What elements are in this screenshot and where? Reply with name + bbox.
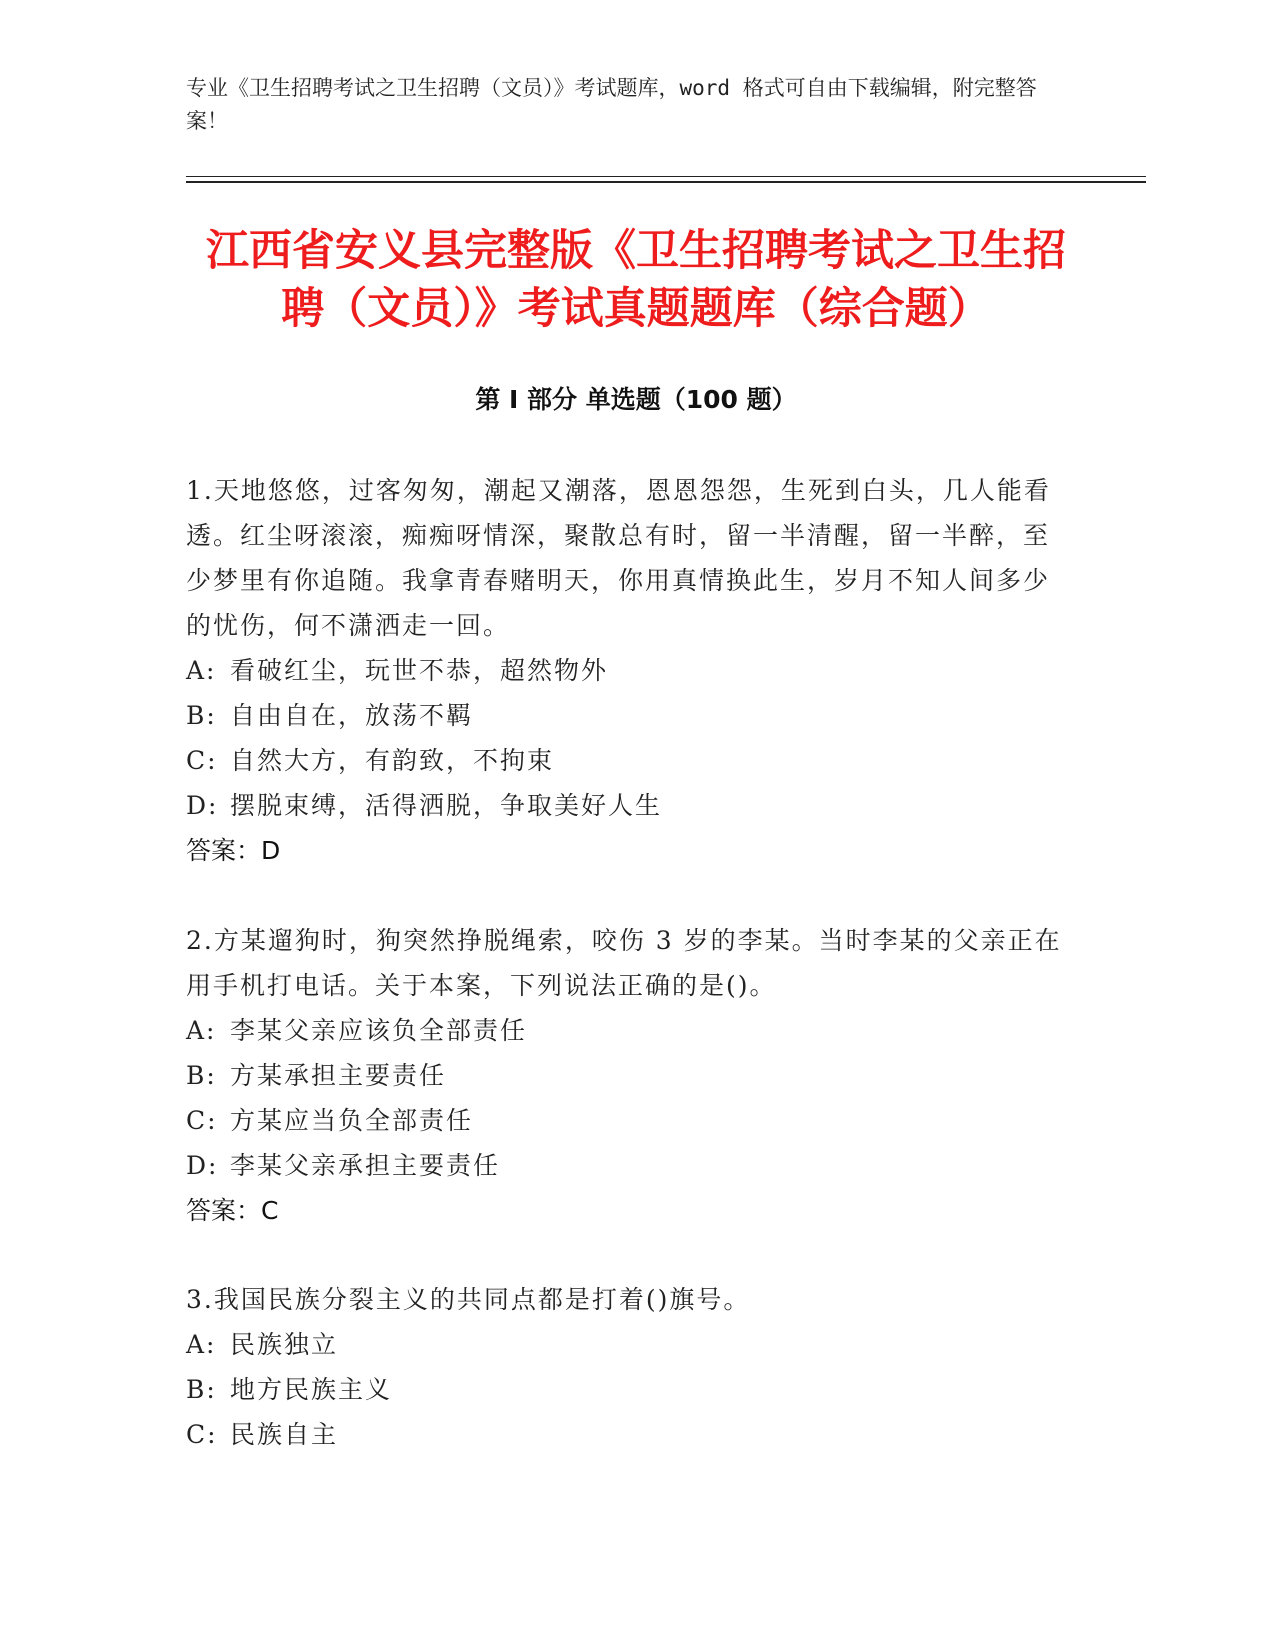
option-text: 摆脱束缚，活得洒脱，争取美好人生 bbox=[230, 791, 663, 820]
option-text: 方某承担主要责任 bbox=[230, 1061, 447, 1090]
option-label: D: bbox=[186, 1151, 219, 1180]
question-stem: 1.天地悠悠，过客匆匆，潮起又潮落，恩恩怨怨，生死到白头，几人能看透。红尘呀滚滚，痴痴呀情深，聚散总有时，留一半清醒，留一半醉，至少梦里有你追随。我拿青春赌明天，你用真情换此生，岁月不知人间多少的忧伤，何不潇洒走一回。 bbox=[186, 476, 1051, 640]
option-text: 方某应当负全部责任 bbox=[230, 1106, 474, 1135]
question-stem: 3.我国民族分裂主义的共同点都是打着()旗号。 bbox=[186, 1285, 751, 1314]
option-c bbox=[186, 1412, 1066, 1457]
option-label: B: bbox=[186, 1375, 217, 1404]
header-divider-top bbox=[186, 176, 1146, 177]
option-label: A: bbox=[186, 656, 217, 685]
header-note: 专业《卫生招聘考试之卫生招聘（文员）》考试题库，word 格式可自由下载编辑，附完整答案！ bbox=[186, 76, 1037, 133]
option-text: 自由自在，放荡不羁 bbox=[230, 701, 474, 730]
option-text: 地方民族主义 bbox=[230, 1375, 393, 1404]
option-text: 民族自主 bbox=[230, 1420, 339, 1449]
question-stem: 2.方某遛狗时，狗突然挣脱绳索，咬伤 3 岁的李某。当时李某的父亲正在用手机打电话。关于本案，下列说法正确的是()。 bbox=[186, 926, 1062, 1000]
question-1 bbox=[186, 468, 1066, 873]
answer: 答案：C bbox=[186, 1196, 279, 1225]
option-label: D: bbox=[186, 791, 219, 820]
option-d bbox=[186, 1143, 1066, 1188]
option-a bbox=[186, 1322, 1066, 1367]
option-c bbox=[186, 738, 1066, 783]
answer: 答案：D bbox=[186, 836, 281, 865]
option-b bbox=[186, 1367, 1066, 1412]
option-text: 李某父亲应该负全部责任 bbox=[230, 1016, 528, 1045]
option-a bbox=[186, 1008, 1066, 1053]
option-text: 民族独立 bbox=[230, 1330, 339, 1359]
option-label: B: bbox=[186, 1061, 217, 1090]
header-divider-bottom bbox=[186, 181, 1146, 183]
option-d bbox=[186, 783, 1066, 828]
option-b bbox=[186, 693, 1066, 738]
option-label: A: bbox=[186, 1016, 217, 1045]
option-a bbox=[186, 648, 1066, 693]
question-2 bbox=[186, 918, 1066, 1233]
option-text: 李某父亲承担主要责任 bbox=[230, 1151, 501, 1180]
option-label: C: bbox=[186, 1106, 218, 1135]
section-heading: 第 I 部分 单选题（100 题） bbox=[475, 385, 797, 414]
option-label: B: bbox=[186, 701, 217, 730]
option-label: C: bbox=[186, 746, 218, 775]
option-text: 自然大方，有韵致，不拘束 bbox=[230, 746, 555, 775]
option-b bbox=[186, 1053, 1066, 1098]
document-title: 江西省安义县完整版《卫生招聘考试之卫生招聘（文员）》考试真题题库（综合题） bbox=[206, 226, 1066, 334]
option-text: 看破红尘，玩世不恭，超然物外 bbox=[230, 656, 609, 685]
question-3 bbox=[186, 1277, 1066, 1457]
option-label: C: bbox=[186, 1420, 218, 1449]
option-label: A: bbox=[186, 1330, 217, 1359]
option-c bbox=[186, 1098, 1066, 1143]
